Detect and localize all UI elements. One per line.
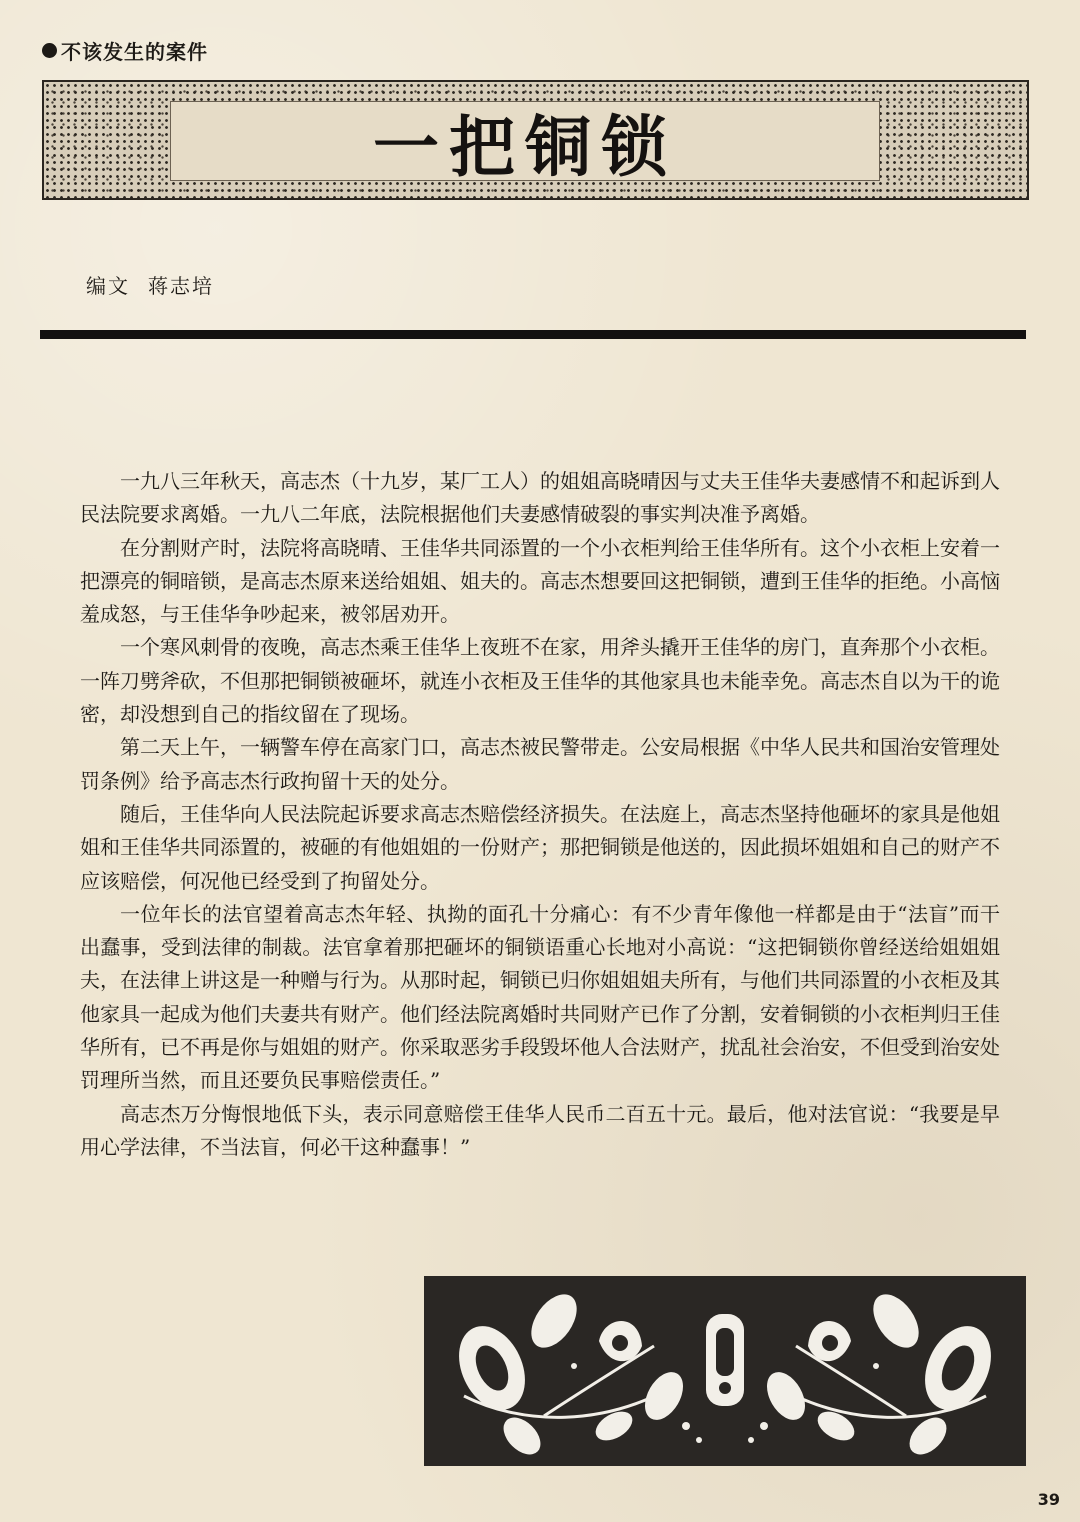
floral-ornament-icon — [424, 1276, 1026, 1466]
page-number: 39 — [1037, 1490, 1060, 1509]
paragraph: 在分割财产时，法院将高晓晴、王佳华共同添置的一个小衣柜判给王佳华所有。这个小衣柜上安着一把漂亮的铜暗锁，是高志杰原来送给姐姐、姐夫的。高志杰想要回这把铜锁，遭到王佳华的拒绝。小高恼羞成怒，与王佳华争吵起来，被邻居劝开。 — [80, 535, 1000, 627]
title-box — [170, 101, 880, 186]
author-name: 蒋志培 — [148, 274, 214, 298]
article-body — [80, 465, 1000, 1164]
paragraph: 第二天上午，一辆警车停在高家门口，高志杰被民警带走。公安局根据《中华人民共和国治安管理处罚条例》给予高志杰行政拘留十天的处分。 — [80, 735, 1000, 793]
article-title: 一把铜锁 — [373, 107, 677, 186]
floral-lock-illustration — [424, 1276, 1026, 1466]
paragraph: 一九八三年秋天，高志杰（十九岁，某厂工人）的姐姐高晓晴因与丈夫王佳华夫妻感情不和起诉到人民法院要求离婚。一九八二年底，法院根据他们夫妻感情破裂的事实判决准予离婚。 — [80, 469, 1000, 527]
paragraph: 高志杰万分悔恨地低下头，表示同意赔偿王佳华人民币二百五十元。最后，他对法官说：“我要是早用心学法律，不当法盲，何必干这种蠢事！” — [80, 1101, 1000, 1159]
paragraph: 一个寒风刺骨的夜晚，高志杰乘王佳华上夜班不在家，用斧头撬开王佳华的房门，直奔那个小衣柜。一阵刀劈斧砍，不但那把铜锁被砸坏，就连小衣柜及王佳华的其他家具也未能幸免。高志杰自以为干的诡密，却没想到自己的指纹留在了现场。 — [80, 635, 1000, 727]
section-label — [42, 36, 208, 65]
byline — [86, 270, 214, 299]
section-label-text: 不该发生的案件 — [61, 40, 208, 64]
divider-rule — [40, 330, 1026, 339]
byline-label: 编文 — [86, 274, 130, 298]
paragraph: 随后，王佳华向人民法院起诉要求高志杰赔偿经济损失。在法庭上，高志杰坚持他砸坏的家具是他姐姐和王佳华共同添置的，被砸的有他姐姐的一份财产；那把铜锁是他送的，因此损坏姐姐和自己的财产不应该赔偿，何况他已经受到了拘留处分。 — [80, 801, 1000, 893]
paragraph: 一位年长的法官望着高志杰年轻、执拗的面孔十分痛心：有不少青年像他一样都是由于“法盲”而干出蠢事，受到法律的制裁。法官拿着那把砸坏的铜锁语重心长地对小高说：“这把铜锁你曾经送给姐姐姐夫，在法律上讲这是一种赠与行为。从那时起，铜锁已归你姐姐姐夫所有，与他们共同添置的小衣柜及其他家具一起成为他们夫妻共有财产。他们经法院离婚时共同财产已作了分割，安着铜锁的小衣柜判归王佳华所有，已不再是你与姐姐的财产。你采取恶劣手段毁坏他人合法财产，扰乱社会治安，不但受到治安处罚理所当然，而且还要负民事赔偿责任。” — [80, 901, 1000, 1093]
bullet-dot-icon — [42, 43, 57, 58]
